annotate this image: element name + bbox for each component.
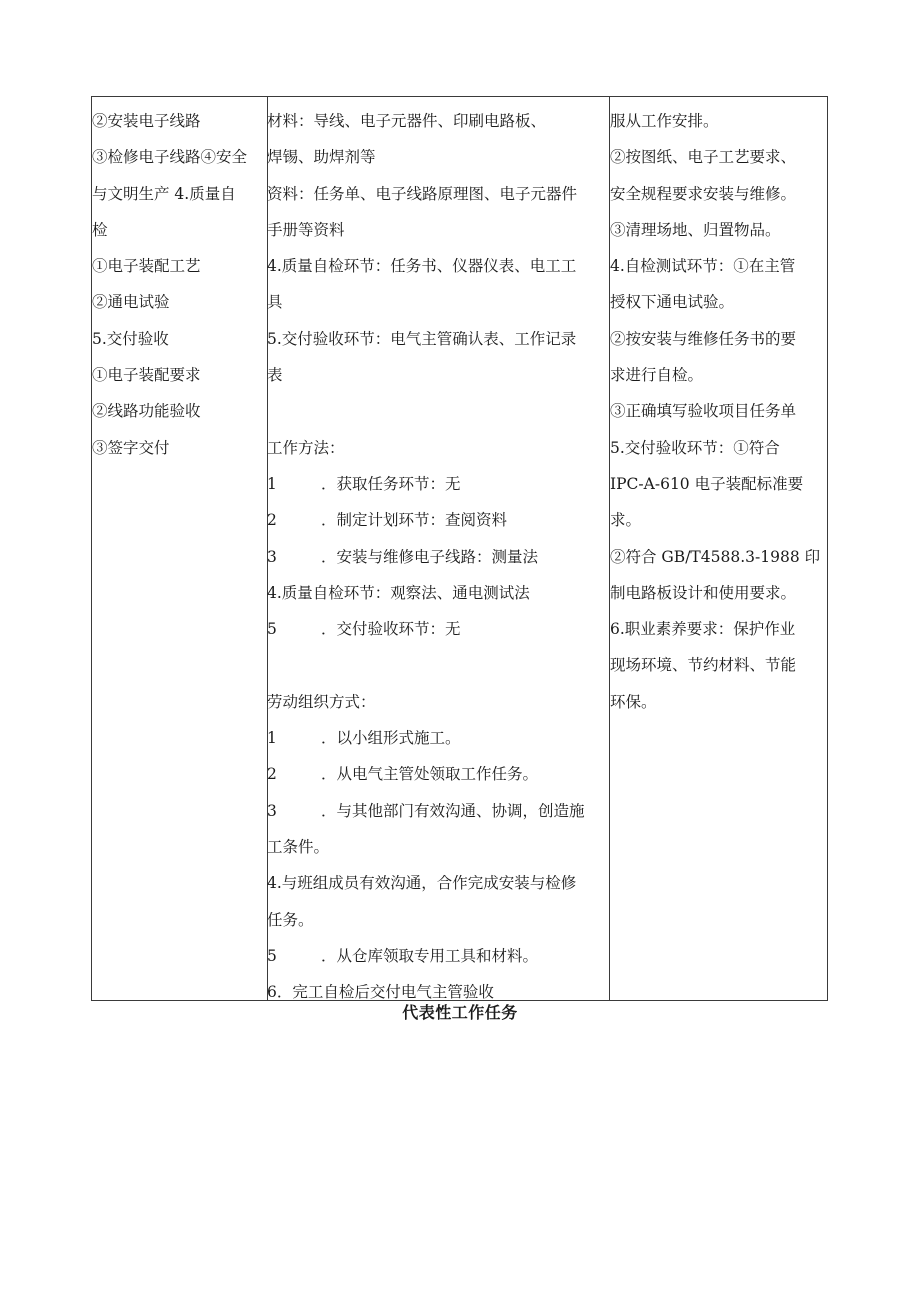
methods-title: 工作方法： [267, 438, 345, 457]
text-line: 授权下通电试验。 [610, 293, 735, 312]
list-item-text: ．与其他部门有效沟通、协调，创造施 [321, 801, 585, 820]
list-item-text: ．从仓库领取专用工具和材料。 [321, 946, 539, 965]
list-item [267, 865, 609, 901]
list-item-text: ．安装与维修电子线路：测量法 [321, 547, 539, 566]
text-line: ③检修电子线路④安全 [92, 148, 248, 167]
text-line: 5.交付验收环节：①符合 [610, 438, 780, 457]
text-line: ③清理场地、归置物品。 [610, 220, 781, 239]
text-line: 具 [267, 293, 283, 312]
list-item-number: 3 [267, 547, 277, 566]
list-item [267, 575, 609, 611]
text-line: 手册等资料 [267, 220, 345, 239]
text-line: 表 [267, 366, 283, 385]
list-item [267, 974, 609, 1000]
text-line: ②符合 GB/T4588.3-1988 印 [610, 547, 821, 566]
list-item [267, 829, 609, 865]
text-line: 求。 [610, 511, 642, 530]
text-line: 服从工作安排。 [610, 112, 719, 130]
list-item-number: 5 [267, 946, 277, 965]
list-item-number: 1 [267, 474, 277, 493]
org-title: 劳动组织方式： [267, 692, 376, 711]
list-item-number: 2 [267, 511, 277, 530]
list-item [267, 502, 609, 538]
list-item [267, 902, 609, 938]
list-item-text: 4.与班组成员有效沟通，合作完成安装与检修 [267, 874, 577, 893]
text-line: ①电子装配工艺 [92, 257, 201, 276]
text-line: ③正确填写验收项目任务单 [610, 402, 797, 421]
text-line: ①电子装配要求 [92, 366, 201, 385]
list-item-text: 工条件。 [267, 837, 330, 856]
text-line: 检 [92, 220, 108, 239]
list-item-number: 1 [267, 729, 277, 748]
list-item [267, 539, 609, 575]
content-table [91, 96, 828, 1001]
text-line: ②按安装与维修任务书的要 [610, 329, 797, 348]
list-item-text: 4.质量自检环节：观察法、通电测试法 [267, 583, 530, 602]
table-column-tools-methods [267, 97, 610, 1000]
list-item-text: ．获取任务环节：无 [321, 474, 461, 493]
text-line: 5.交付验收环节：电气主管确认表、工作记录 [267, 329, 577, 348]
column-text [267, 97, 609, 1000]
list-item [267, 793, 609, 829]
column-text [609, 97, 827, 720]
text-line: ②按图纸、电子工艺要求、 [610, 148, 797, 167]
list-item-number: 3 [267, 801, 277, 820]
text-line: 制电路板设计和使用要求。 [610, 583, 797, 602]
text-line: 安全规程要求安装与维修。 [610, 184, 797, 203]
spacer [267, 393, 609, 429]
text-line: 环保。 [610, 692, 657, 711]
text-line: 求进行自检。 [610, 366, 704, 385]
list-item-text: ．交付验收环节：无 [321, 620, 461, 639]
table-column-requirements [609, 97, 827, 1000]
list-item [267, 466, 609, 502]
text-line: ③签字交付 [92, 438, 170, 457]
list-item-number: 2 [267, 765, 277, 784]
text-line: 焊锡、助焊剂等 [267, 148, 376, 167]
table-caption: 代表性工作任务 [402, 1003, 518, 1022]
list-item [267, 720, 609, 756]
materials-block [267, 103, 609, 393]
text-line: 现场环境、节约材料、节能 [610, 656, 797, 675]
list-item [267, 756, 609, 792]
list-item [267, 611, 609, 647]
list-item-text: ．从电气主管处领取工作任务。 [321, 765, 539, 784]
text-line: ②通电试验 [92, 293, 170, 312]
list-item-text: 6．完工自检后交付电气主管验收 [267, 983, 494, 1000]
column-text [92, 97, 267, 466]
text-line: 资料：任务单、电子线路原理图、电子元器件 [267, 184, 578, 203]
list-item-text: ．制定计划环节：查阅资料 [321, 511, 508, 530]
list-item [267, 938, 609, 974]
spacer [267, 647, 609, 683]
text-line: 与文明生产 4.质量自 [92, 184, 236, 203]
org-list [267, 720, 609, 1000]
list-item-text: 任务。 [267, 910, 314, 929]
text-line: 4.质量自检环节：任务书、仪器仪表、电工工 [267, 257, 577, 276]
list-item-text: ．以小组形式施工。 [321, 729, 461, 748]
text-line: ②安装电子线路 [92, 112, 201, 130]
text-line: 4.自检测试环节：①在主管 [610, 257, 796, 276]
text-line: 6.职业素养要求：保护作业 [610, 620, 796, 639]
text-line: 5.交付验收 [92, 329, 169, 348]
text-line: 材料：导线、电子元器件、印刷电路板、 [267, 112, 547, 130]
list-item-number: 5 [267, 620, 277, 639]
methods-list [267, 466, 609, 647]
table-column-tasks [92, 97, 268, 1000]
text-line: IPC-A-610 电子装配标准要 [610, 474, 804, 493]
text-line: ②线路功能验收 [92, 402, 201, 421]
